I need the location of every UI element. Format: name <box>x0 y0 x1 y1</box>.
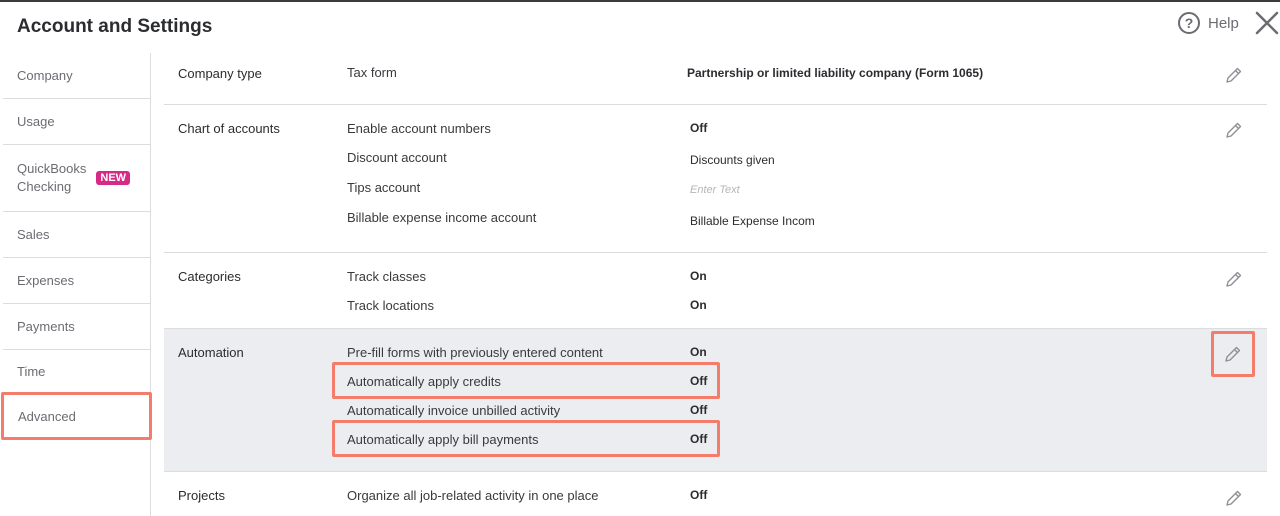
row-value-tax-form: Partnership or limited liability company (Form 1065) <box>687 66 984 80</box>
close-button[interactable] <box>1254 10 1280 36</box>
top-border <box>0 0 1280 2</box>
section-company-type <box>164 53 1267 105</box>
page-title: Account and Settings <box>17 16 213 37</box>
row-value-prefill-forms: On <box>690 345 707 359</box>
sidebar-item-company[interactable] <box>3 53 150 99</box>
edit-automation-button[interactable] <box>1211 331 1255 377</box>
row-label-discount-account: Discount account <box>347 150 447 165</box>
section-title: Company type <box>178 66 262 81</box>
row-value-enable-account-numbers: Off <box>690 121 708 135</box>
row-label-track-classes: Track classes <box>347 269 426 284</box>
row-label-invoice-unbilled-activity: Automatically invoice unbilled activity <box>347 403 561 418</box>
sidebar-item-usage[interactable] <box>3 99 150 145</box>
section-automation <box>164 329 1267 472</box>
row-label-apply-bill-payments: Automatically apply bill payments <box>347 432 539 447</box>
sidebar-item-label: Usage <box>17 114 55 129</box>
sidebar-item-sales[interactable] <box>3 212 150 258</box>
sidebar-item-label: Payments <box>17 319 75 334</box>
row-value-track-locations: On <box>690 298 707 312</box>
row-value-track-classes: On <box>690 269 707 283</box>
sidebar-item-expenses[interactable] <box>3 258 150 304</box>
sidebar-item-advanced[interactable] <box>1 392 152 440</box>
section-title: Chart of accounts <box>178 121 280 136</box>
row-label-tips-account: Tips account <box>347 180 421 195</box>
edit-company-type-button[interactable] <box>1224 65 1244 85</box>
section-chart-of-accounts <box>164 105 1267 253</box>
row-value-apply-credits: Off <box>690 374 708 388</box>
row-label-enable-account-numbers: Enable account numbers <box>347 121 491 136</box>
close-icon <box>1254 10 1280 36</box>
section-projects <box>164 472 1267 516</box>
pencil-icon <box>1223 344 1243 364</box>
new-badge: NEW <box>96 171 130 185</box>
settings-main <box>164 53 1267 516</box>
sidebar-item-time[interactable] <box>3 350 150 393</box>
row-label-apply-credits: Automatically apply credits <box>347 374 501 389</box>
row-value-apply-bill-payments: Off <box>690 432 708 446</box>
pencil-icon <box>1224 488 1244 508</box>
pencil-icon <box>1224 269 1244 289</box>
row-label-billable-expense-income-account: Billable expense income account <box>347 210 537 225</box>
sidebar-item-label: Company <box>17 68 73 83</box>
sidebar-item-label: Advanced <box>18 408 76 424</box>
row-value-invoice-unbilled-activity: Off <box>690 403 708 417</box>
row-label-tax-form: Tax form <box>347 65 397 80</box>
pencil-icon <box>1224 120 1244 140</box>
row-label-prefill-forms: Pre-fill forms with previously entered content <box>347 345 603 360</box>
section-title: Categories <box>178 269 241 284</box>
sidebar-item-label: QuickBooks Checking <box>17 161 87 194</box>
help-icon: ? <box>1178 12 1200 34</box>
sidebar-item-label: Sales <box>17 227 50 242</box>
edit-categories-button[interactable] <box>1224 269 1244 289</box>
tips-account-input: Enter Text <box>690 184 740 196</box>
row-label-track-locations: Track locations <box>347 298 434 313</box>
pencil-icon <box>1224 65 1244 85</box>
section-categories <box>164 253 1267 329</box>
help-button[interactable] <box>1178 12 1239 34</box>
settings-sidebar <box>3 53 151 516</box>
row-label-organize-job-activity: Organize all job-related activity in one place <box>347 488 599 503</box>
row-value-discount-account: Discounts given <box>690 153 775 167</box>
edit-projects-button[interactable] <box>1224 488 1244 508</box>
row-value-billable-expense-income-account: Billable Expense Incom <box>690 214 815 228</box>
edit-chart-of-accounts-button[interactable] <box>1224 120 1244 140</box>
section-title: Projects <box>178 488 225 503</box>
sidebar-item-label: Expenses <box>17 273 75 288</box>
sidebar-item-payments[interactable] <box>3 304 150 350</box>
section-title: Automation <box>178 345 244 360</box>
sidebar-item-quickbooks-checking[interactable] <box>3 145 150 212</box>
row-value-organize-job-activity: Off <box>690 488 708 502</box>
sidebar-item-label: Time <box>17 363 46 379</box>
help-label: Help <box>1208 14 1239 32</box>
